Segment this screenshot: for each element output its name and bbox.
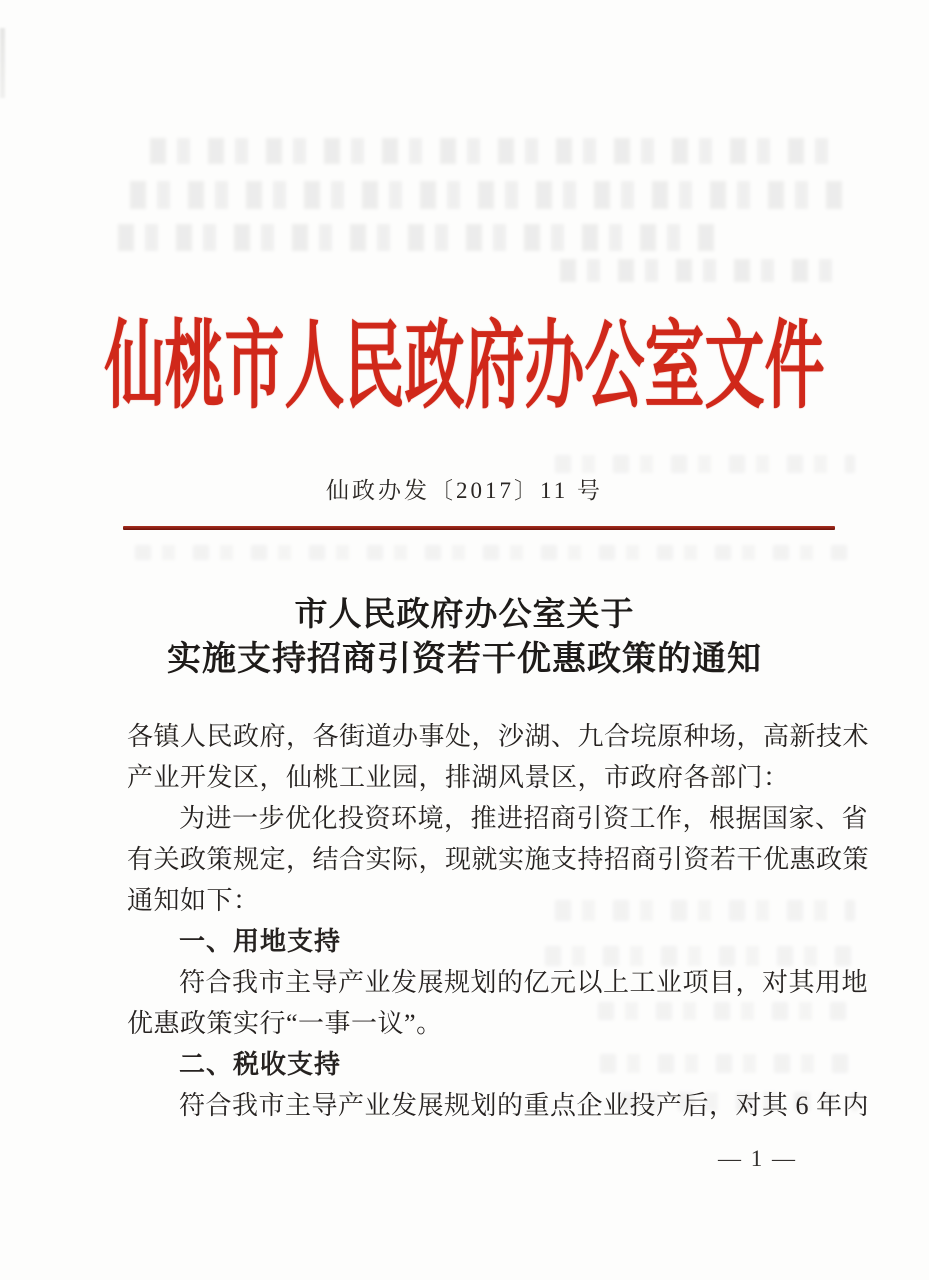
body-line: 通知如下： xyxy=(127,886,260,915)
section-heading: 一、用地支持 xyxy=(179,926,342,956)
bleedthrough-artifact xyxy=(130,181,850,209)
scan-edge-artifact xyxy=(0,28,5,98)
bleedthrough-artifact xyxy=(118,224,718,251)
bleedthrough-artifact xyxy=(560,259,850,282)
document-title xyxy=(0,594,929,682)
section-heading: 二、税收支持 xyxy=(179,1049,342,1079)
document-title-line2: 实施支持招商引资若干优惠政策的通知 xyxy=(167,641,762,678)
body-line: 优惠政策实行“一事一议”。 xyxy=(127,1009,443,1038)
document-body xyxy=(127,716,870,1126)
document-title-line1: 市人民政府办公室关于 xyxy=(294,597,635,633)
bleedthrough-artifact xyxy=(135,545,850,560)
bleedthrough-artifact xyxy=(150,138,840,164)
document-number: 仙政办发〔2017〕11 号 xyxy=(326,478,603,503)
body-line: 符合我市主导产业发展规划的重点企业投产后，对其 6 年内 xyxy=(179,1091,870,1120)
letterhead-org-title: 仙桃市人民政府办公室文件 xyxy=(104,314,825,420)
body-line: 有关政策规定，结合实际，现就实施支持招商引资若干优惠政策 xyxy=(127,845,870,874)
body-line: 各镇人民政府，各街道办事处，沙湖、九合垸原种场，高新技术 xyxy=(127,722,870,751)
body-line: 产业开发区，仙桃工业园，排湖风景区，市政府各部门： xyxy=(127,763,790,792)
page-number: — 1 — xyxy=(718,1146,797,1171)
red-divider-line xyxy=(123,526,835,530)
bleedthrough-artifact xyxy=(555,455,855,473)
body-line: 符合我市主导产业发展规划的亿元以上工业项目，对其用地 xyxy=(179,968,869,997)
body-line: 为进一步优化投资环境，推进招商引资工作，根据国家、省 xyxy=(179,804,869,833)
